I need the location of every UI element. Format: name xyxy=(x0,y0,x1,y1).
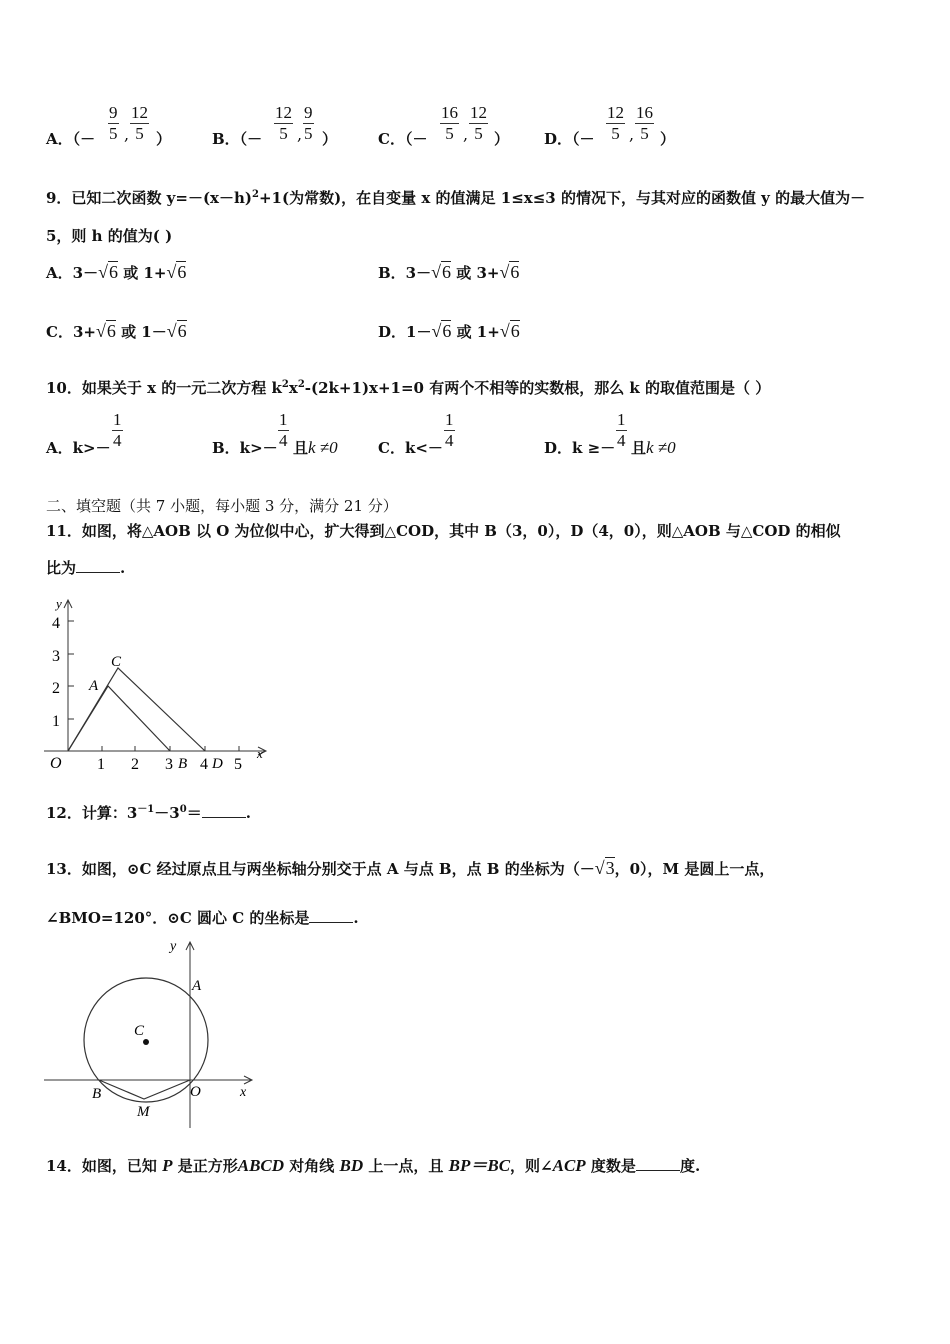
q10-stem: 10．如果关于 x 的一元二次方程 $k^2x^2-(2k+1)x+1=0$ 有两个不相等的实数根，那么 k 的取值范围是（ ） xyxy=(46,379,771,397)
point-a-label: A xyxy=(89,678,99,694)
q10-b-cond: 且k ≠0 xyxy=(293,438,338,457)
q8-a-sep: , xyxy=(124,125,130,144)
q14-stem: 14．如图，已知 P 是正方形ABCD 对角线 BD 上一点，且 BP＝BC，则∠ACP 度数是 度. xyxy=(46,1156,701,1175)
q8-option-b: B．（－ xyxy=(212,130,263,148)
q8-option-d: D．（－ xyxy=(544,130,595,148)
q9-option-d: D．1－√6 或 1+√6 xyxy=(378,321,520,341)
q10-option-c: C．k<－ xyxy=(378,439,443,457)
point-a-label: A xyxy=(192,978,202,994)
point-m-label: M xyxy=(137,1104,150,1120)
x-axis-label: x xyxy=(240,1085,247,1100)
q11-figure xyxy=(44,596,274,776)
q9-stem-line1: 9．已知二次函数 $y=-(x-h)^2+1$(为常数)，在自变量 x 的值满足 1≤x≤3 的情况下，与其对应的函数值 y 的最大值为－ xyxy=(46,189,866,207)
q8-d-frac1: $\frac{12}{5}$ xyxy=(607,103,624,143)
section-title: 二、填空题（共 7 小题，每小题 3 分，满分 21 分） xyxy=(46,497,398,515)
q9-option-b: B．3－√6 或 3+√6 xyxy=(378,262,520,282)
q8-c-sep: , xyxy=(463,125,469,144)
y-tick-label: 2 xyxy=(52,680,60,697)
q8-b-frac2: $\frac{9}{5}$ xyxy=(304,103,313,143)
center-c-dot xyxy=(143,1039,149,1045)
x-tick-label: 4 xyxy=(200,756,208,773)
q10-b-frac: $\frac{1}{4}$ xyxy=(279,410,288,450)
q8-a-frac1: $\frac{9}{5}$ xyxy=(109,103,118,143)
q13-figure xyxy=(42,938,262,1128)
y-tick-label: 3 xyxy=(52,648,60,665)
q8-d-frac2: $\frac{16}{5}$ xyxy=(636,103,653,143)
q8-b-frac1: $\frac{12}{5}$ xyxy=(275,103,292,143)
y-axis-label: y xyxy=(170,939,177,954)
y-tick-label: 4 xyxy=(52,615,60,632)
q13-answer-blank[interactable] xyxy=(309,908,353,923)
q12-stem: 12．计算：$3^{-1}-3^0=$ . xyxy=(46,804,251,822)
x-tick-label: 3 xyxy=(165,756,173,773)
q8-option-a: A．（－ xyxy=(46,130,96,148)
origin-label: O xyxy=(190,1084,201,1100)
point-b-label: B xyxy=(92,1086,102,1102)
point-d-label: D xyxy=(212,756,223,772)
q10-d-cond: 且k ≠0 xyxy=(631,438,676,457)
q13-stem-line2: ∠BMO=120°．⊙C 圆心 C 的坐标是 . xyxy=(46,909,359,927)
x-axis-label: x xyxy=(257,746,263,761)
x-tick-label: 5 xyxy=(234,756,242,773)
q8-c-frac2: $\frac{12}{5}$ xyxy=(470,103,487,143)
q10-d-frac: $\frac{1}{4}$ xyxy=(617,410,626,450)
q10-option-a: A．k>－ xyxy=(46,439,111,457)
q12-answer-blank[interactable] xyxy=(202,803,246,818)
q10-a-frac: $\frac{1}{4}$ xyxy=(113,410,122,450)
q8-b-close: ） xyxy=(322,130,338,148)
q8-d-sep: , xyxy=(629,125,635,144)
triangle-aob xyxy=(68,686,170,751)
angle-bmo xyxy=(99,1080,190,1099)
y-axis-label: y xyxy=(56,596,62,611)
q11-stem-line1: 11．如图，将△AOB 以 O 为位似中心，扩大得到△COD，其中 B（3，0），D（4，0），则△AOB 与△COD 的相似 xyxy=(46,522,841,540)
q10-option-b: B．k>－ xyxy=(212,439,278,457)
q10-c-frac: $\frac{1}{4}$ xyxy=(445,410,454,450)
q13-stem-line1: 13．如图，⊙C 经过原点且与两坐标轴分别交于点 A 与点 B，点 B 的坐标为（－√3，0），M 是圆上一点， xyxy=(46,858,775,878)
y-tick-label: 1 xyxy=(52,713,60,730)
point-b-label: B xyxy=(178,756,188,772)
q14-answer-blank[interactable] xyxy=(636,1156,680,1171)
q9-option-c: C．3+√6 或 1－√6 xyxy=(46,321,187,341)
q8-d-close: ） xyxy=(660,130,676,148)
q10-option-d: D．k ≥－ xyxy=(544,439,616,457)
q11-stem-line2: 比为 . xyxy=(46,559,126,577)
q8-c-close: ） xyxy=(494,130,510,148)
q8-a-close: ） xyxy=(156,130,172,148)
q8-option-c: C．（－ xyxy=(378,130,428,148)
q8-b-sep: , xyxy=(297,125,303,144)
q9-option-a: A．3－√6 或 1+√6 xyxy=(46,262,187,282)
q8-c-frac1: $\frac{16}{5}$ xyxy=(441,103,458,143)
origin-label: O xyxy=(50,755,62,772)
q8-a-frac2: $\frac{12}{5}$ xyxy=(131,103,148,143)
point-c-label: C xyxy=(111,654,122,670)
point-c-label: C xyxy=(134,1023,145,1039)
q11-answer-blank[interactable] xyxy=(76,558,120,573)
x-tick-label: 2 xyxy=(131,756,139,773)
q9-stem-line2: 5，则 h 的值为( ) xyxy=(46,227,173,245)
x-tick-label: 1 xyxy=(97,756,105,773)
